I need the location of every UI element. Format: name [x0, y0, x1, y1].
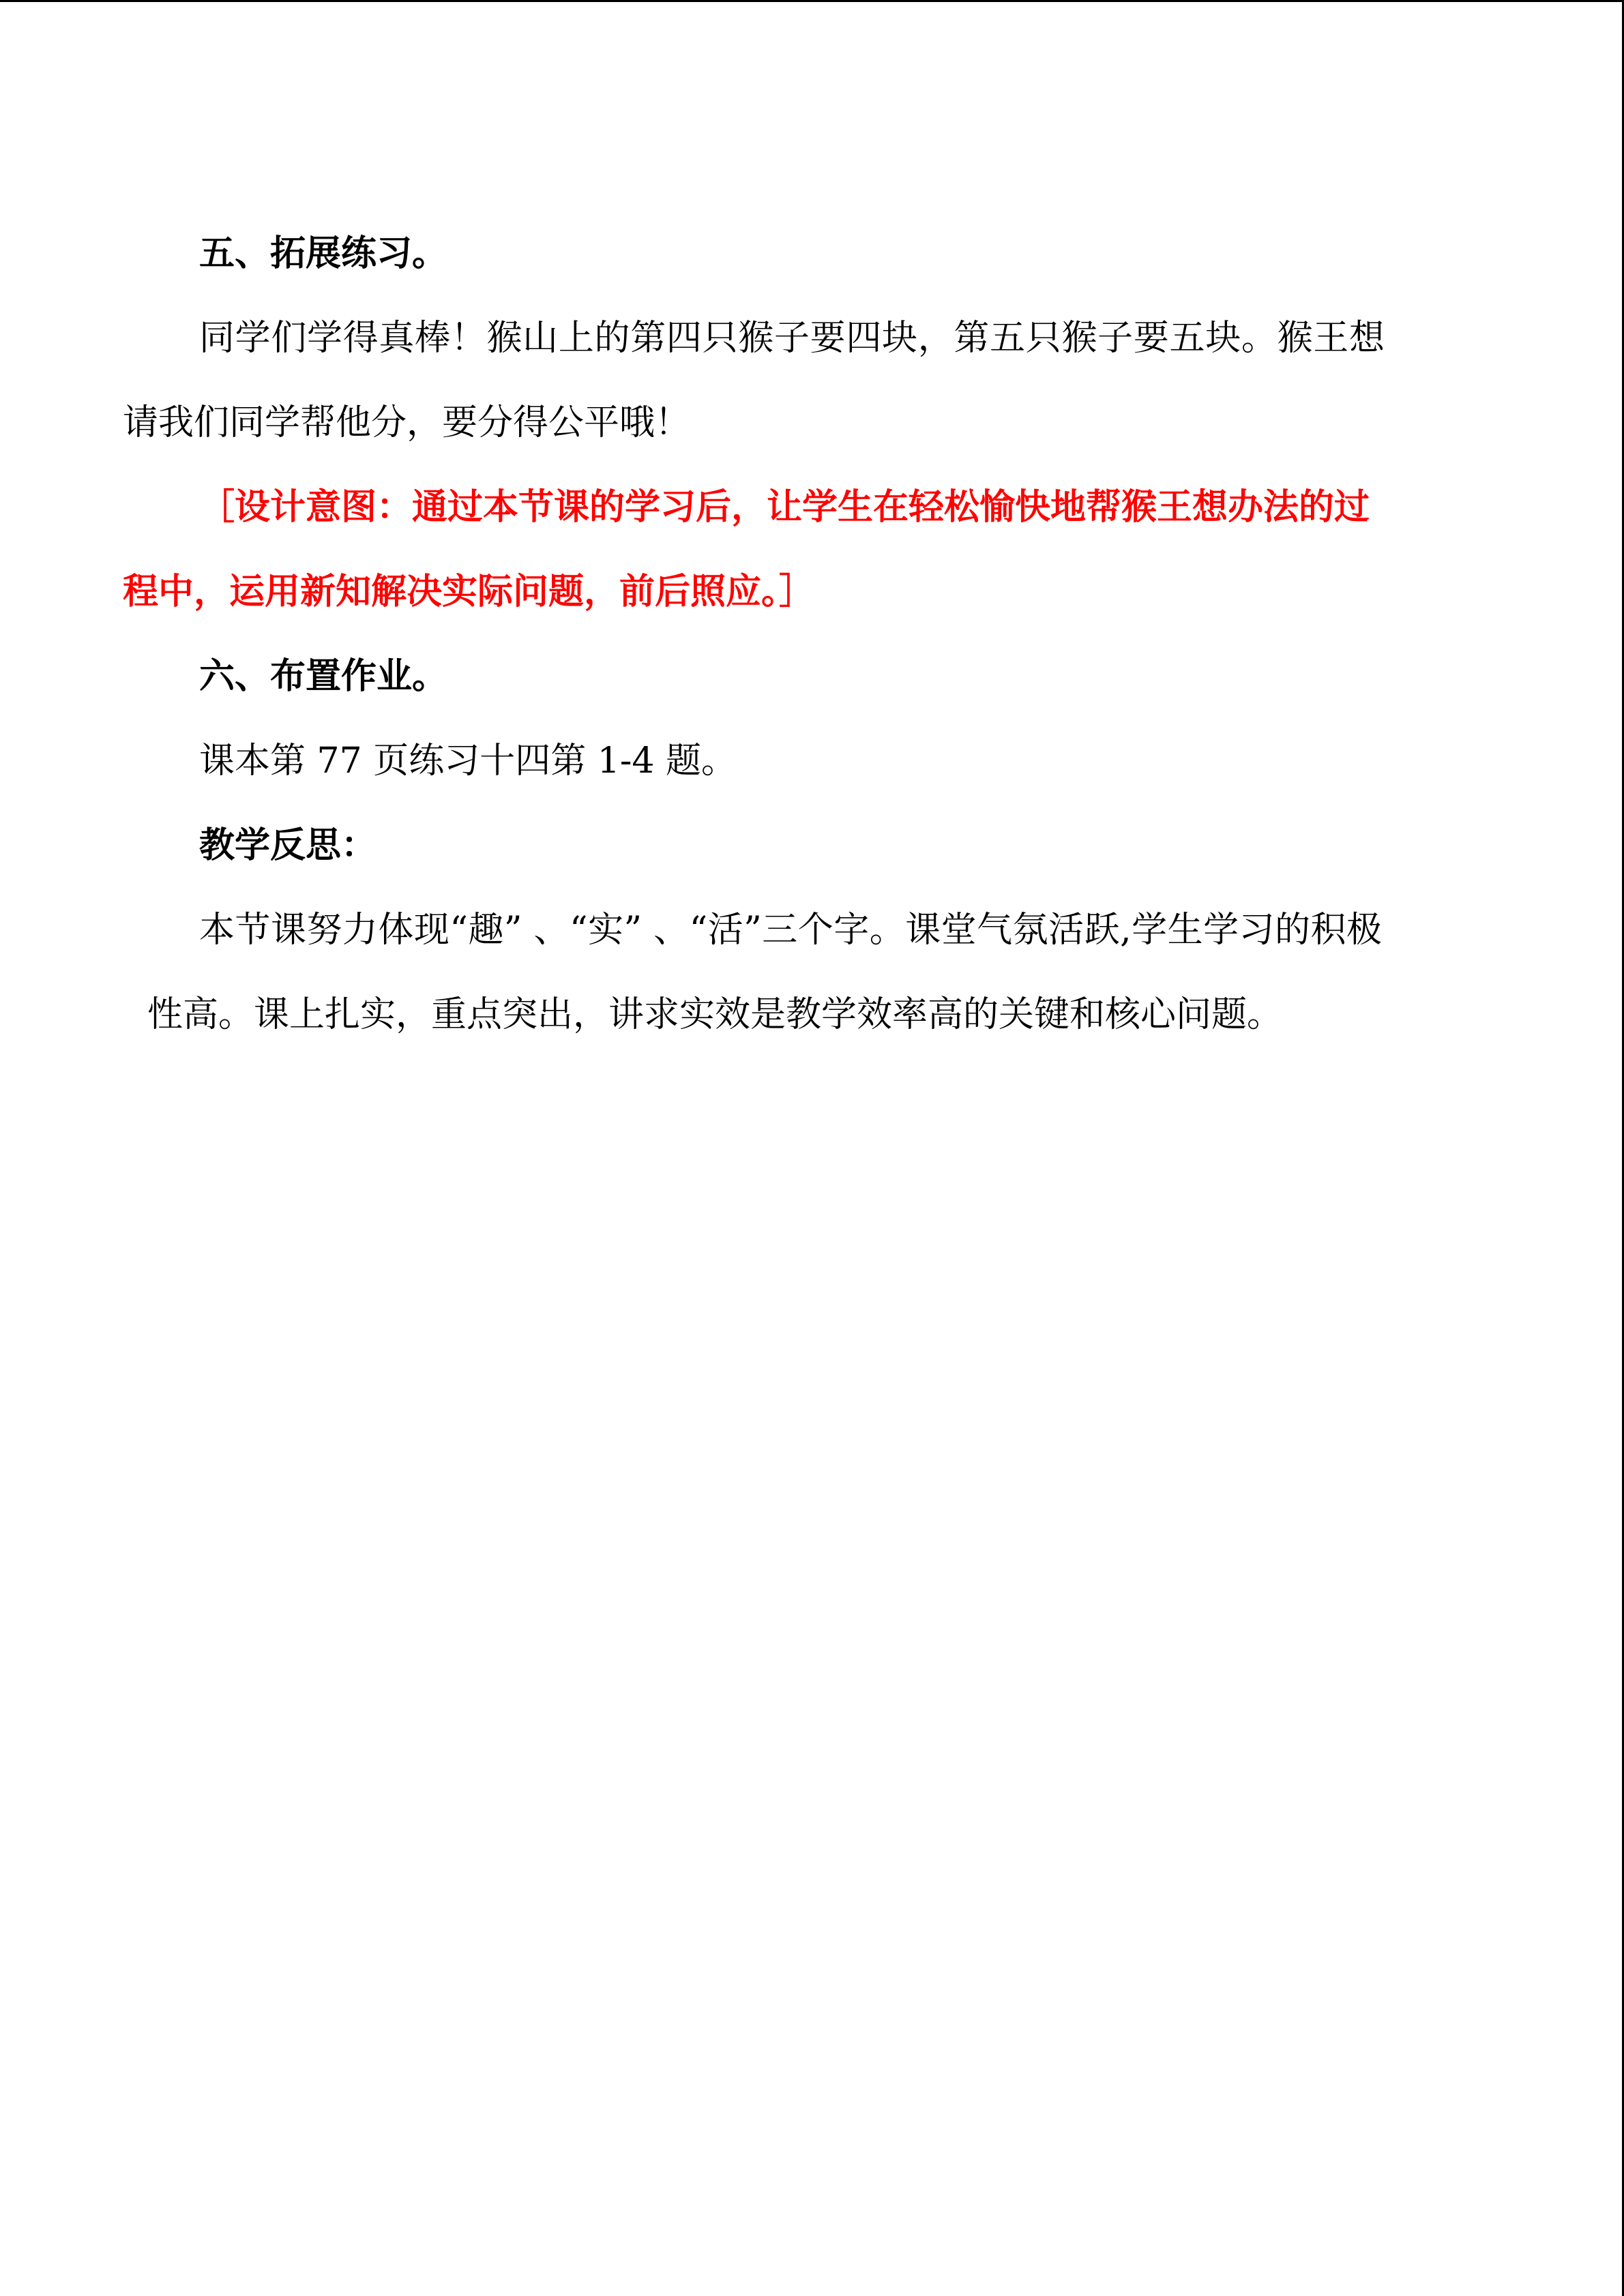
- extension-heading: 五、拓展练习。: [199, 233, 448, 274]
- document-body: [123, 211, 1385, 1057]
- design-intent-note: ［设计意图：通过本节课的学习后，让学生在轻松愉快地帮猴王想办法的过程中，运用新知解决实际问题，前后照应。］: [123, 487, 1370, 612]
- reflection-heading: 教学反思：: [199, 825, 377, 866]
- homework-heading: 六、布置作业。: [199, 656, 448, 697]
- page-border-top: [0, 0, 1624, 2]
- extension-paragraph: 同学们学得真棒！猴山上的第四只猴子要四块，第五只猴子要五块。猴王想请我们同学帮他分，要分得公平哦！: [123, 318, 1385, 443]
- reflection-text: 本节课努力体现“趣” 、“实” 、“活”三个字。课堂气氛活跃,学生学习的积极性高。课上扎实，重点突出，讲求实效是教学效率高的关键和核心问题。: [147, 910, 1382, 1035]
- homework-text: 课本第 77 页练习十四第 1-4 题。: [199, 741, 737, 781]
